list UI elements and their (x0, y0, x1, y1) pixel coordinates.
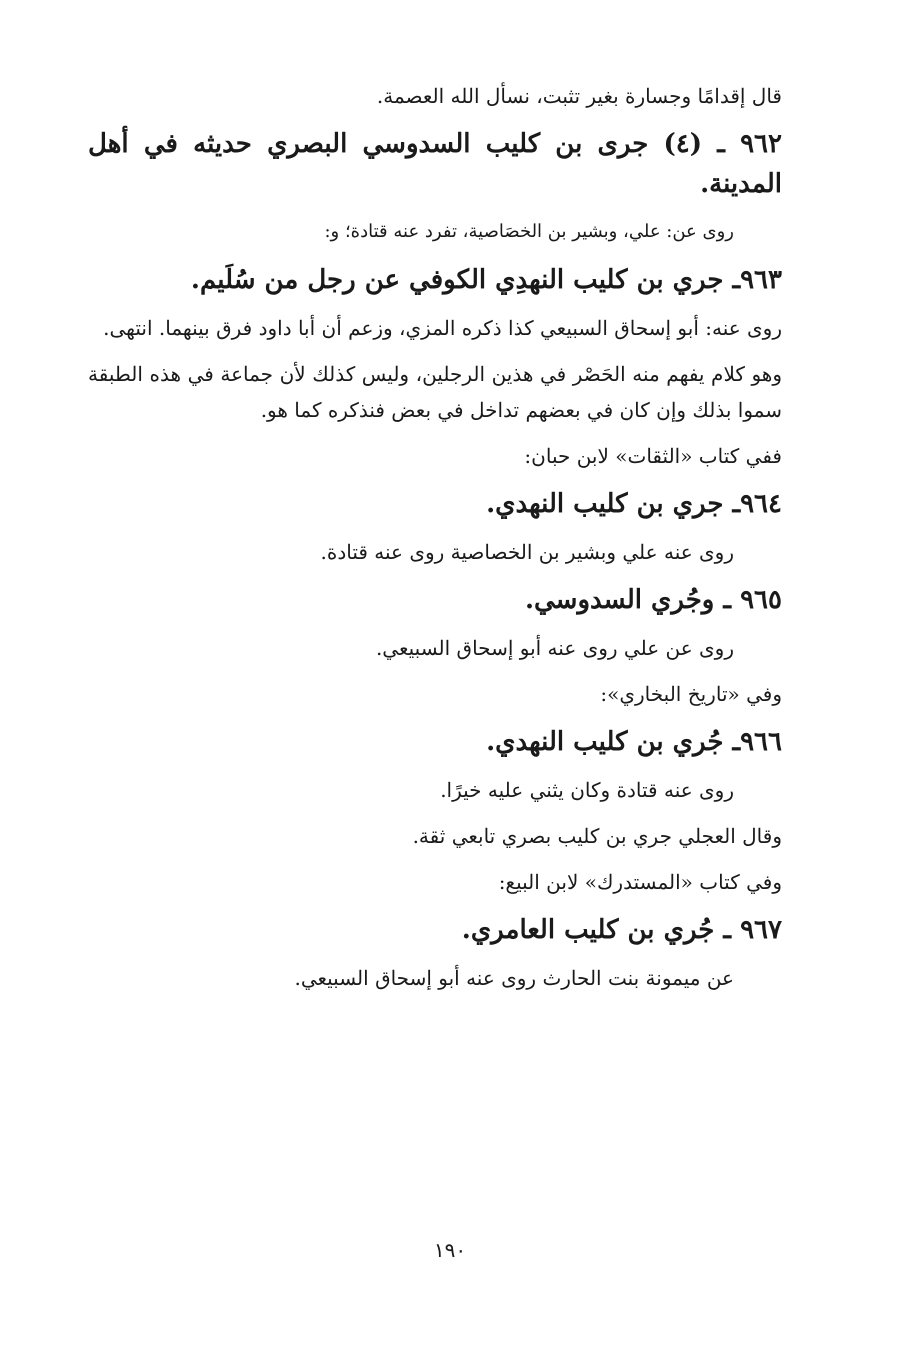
source-note-thiqat: ففي كتاب «الثقات» لابن حبان: (524, 444, 782, 468)
entry-text-966: روى عنه قتادة وكان يثني عليه خيرًا. (440, 778, 734, 802)
source-note-bukhari: وفي «تاريخ البخاري»: (600, 682, 782, 706)
paragraph-continuation: قال إقدامًا وجسارة بغير تثبت، نسأل الله العصمة. (376, 84, 782, 108)
entry-text-962: روى عن: علي، وبشير بن الخصَاصية، تفرد عنه قتادة؛ و: (324, 221, 734, 242)
entry-heading-967: ٩٦٧ ـ جُري بن كليب العامري. (461, 915, 782, 945)
page-body (88, 78, 782, 1006)
entry-heading-962: ٩٦٢ ـ (٤) جرى بن كليب السدوسي البصري حديثه في أهل المدينة. (88, 129, 782, 199)
source-note-mustadrak: وفي كتاب «المستدرك» لابن البيع: (498, 870, 782, 894)
entry-heading-963: ٩٦٣ـ جري بن كليب النهدِي الكوفي عن رجل من سُلَيم. (190, 265, 782, 295)
entry-text-963: روى عنه: أبو إسحاق السبيعي كذا ذكره المزي، وزعم أن أبا داود فرق بينهما. انتهى. (103, 316, 782, 340)
entry-text-967: عن ميمونة بنت الحارث روى عنه أبو إسحاق السبيعي. (294, 966, 734, 990)
entry-heading-965: ٩٦٥ ـ وجُري السدوسي. (524, 585, 782, 615)
ijli-note: وقال العجلي جري بن كليب بصري تابعي ثقة. (412, 824, 782, 848)
entry-text-965: روى عن علي روى عنه أبو إسحاق السبيعي. (375, 636, 734, 660)
entry-heading-966: ٩٦٦ـ جُري بن كليب النهدي. (486, 727, 782, 757)
entry-heading-964: ٩٦٤ـ جري بن كليب النهدي. (486, 489, 782, 519)
entry-text-964: روى عنه علي وبشير بن الخصاصية روى عنه قتادة. (320, 540, 734, 564)
page-number: ١٩٠ (433, 1238, 467, 1262)
commentary-paragraph: وهو كلام يفهم منه الحَصْر في هذين الرجلين، وليس كذلك لأن جماعة في هذه الطبقة سموا بذلك وإن كان في بعضهم تداخل في بعض فنذكره كما هو. (88, 362, 782, 422)
